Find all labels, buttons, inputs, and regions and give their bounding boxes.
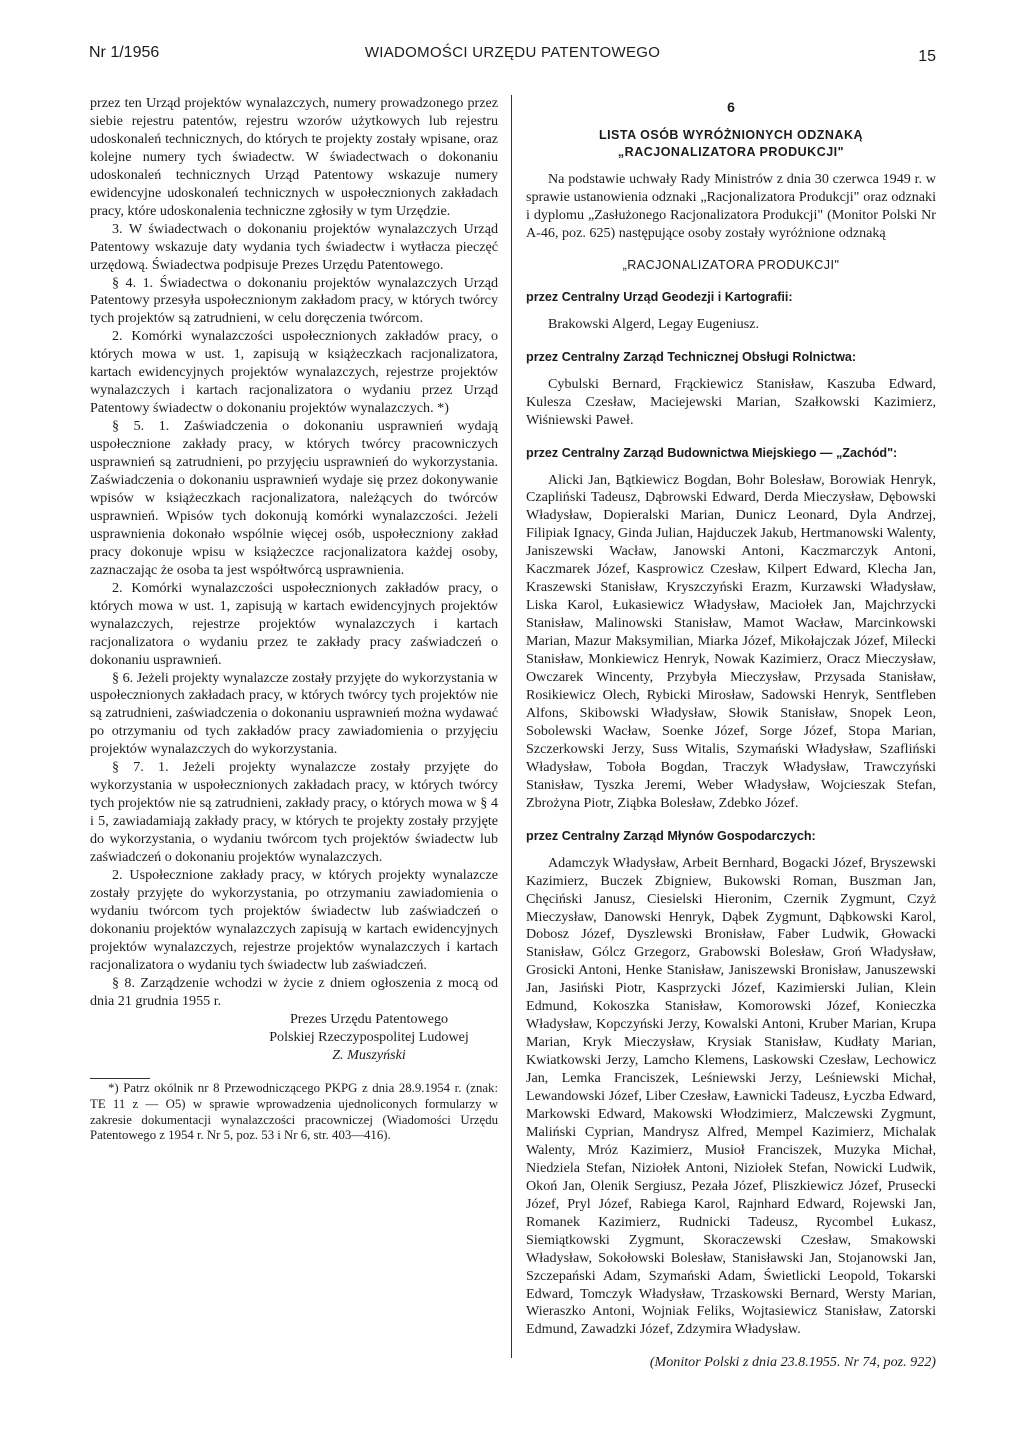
source-citation: (Monitor Polski z dnia 23.8.1955. Nr 74, poz. 922) — [649, 1354, 936, 1371]
signature-name: Z. Muszyński — [332, 1046, 406, 1063]
paragraph: 2. Komórki wynalazczości uspołecznionych zakładów pracy, o których mowa w ust. 1, zapisują w kartach ewidencyjnych projektów wynalazczych, rejestrze projektów wynalazczych i kartach racjonalizatora o wydaniu przez te zakłady pracy zaświadczeń o dokonaniu usprawnień. — [90, 579, 498, 668]
left-column — [90, 95, 498, 1144]
signature-institution: Polskiej Rzeczypospolitej Ludowej — [269, 1028, 469, 1045]
footnote: *) Patrz okólnik nr 8 Przewodniczącego PKPG z dnia 28.9.1954 r. (znak: TE 11 z — O5) w sprawie wprowadzenia ujednoliconych formularzy w zakresie dokumentacji wynalazczości pracowniczej (Wiadomości Urzędu Patentowego z 1954 r. Nr 5, poz. 53 i Nr 6, str. 403—416). — [90, 1081, 498, 1143]
names-list: Alicki Jan, Bątkiewicz Bogdan, Bohr Bolesław, Borowiak Henryk, Czapliński Tadeusz, Dąbrowski Edward, Derda Mieczysław, Dębowski Władysław, Dopieralski Marian, Dunicz Leonard, Dyla Andrzej, Filipiak Ignacy, Ginda Julian, Hajduczek Jakub, Hertmanowski Walenty, Janiszewski Wacław, Janowski Antoni, Kaczmarczyk Antoni, Kaczmarek Józef, Kasprowicz Czesław, Kilpert Edward, Klecha Jan, Kraszewski Stanisław, Kryszczyński Erazm, Kurzawski Władysław, Liska Karol, Łukasiewicz Władysław, Maciołek Jan, Majchrzycki Stanisław, Malinowski Stanisław, Mamot Wacław, Marcinkowski Marian, Mazur Maksymilian, Miarka Józef, Mikołajczak Józef, Milecki Stanisław, Monkiewicz Henryk, Nowak Kazimierz, Oracz Mieczysław, Owczarek Wincenty, Przybyła Mieczysław, Przysada Stanisław, Rosikiewicz Olech, Rybicki Mirosław, Sadowski Henryk, Sentfleben Alfons, Skibowski Władysław, Słowik Stanisław, Snopek Leon, Sobolewski Wacław, Soenke Józef, Sorge Józef, Stopa Marian, Szczerkowski Jerzy, Suss Witalis, Szymański Władysław, Szafliński Władysław, Toboła Bogdan, Traczyk Władysław, Trawczyński Stanisław, Tyszka Jeremi, Weber Władysław, Wojcieszak Stefan, Zbrożyna Piotr, Ziąbka Bolesław, Zdebko Józef. — [526, 471, 936, 811]
paragraph: przez ten Urząd projektów wynalazczych, numery prowadzonego przez siebie rejestru patentów, rejestru wzorów użytkowych lub rejestru udoskonaleń technicznych, do których te projekty zostały wpisane, oraz kolejne numery tych świadectw. W świadectwach o dokonaniu udoskonaleń technicznych Urząd Patentowy wskazuje numery ewidencyjne udoskonaleń technicznych w uspołecznionych zakładach pracy, które udoskonalenia techniczne zgłosiły w tym Urzędzie. — [90, 95, 498, 219]
issue-number: Nr 1/1956 — [89, 44, 160, 61]
right-column — [526, 95, 936, 1372]
names-list: Adamczyk Władysław, Arbeit Bernhard, Bogacki Józef, Bryszewski Kazimierz, Buczek Zbigniew, Bukowski Roman, Buszman Jan, Chęciński Janusz, Ciesielski Hieronim, Czernik Zygmunt, Czyż Mieczysław, Danowski Henryk, Dąbek Zygmunt, Dąbkowski Karol, Dobosz Józef, Dyszlewski Bronisław, Faber Ludwik, Głowacki Stanisław, Gólcz Grzegorz, Grabowski Bolesław, Groń Władysław, Grosicki Antoni, Henke Stanisław, Janiszewski Bronisław, Januszewski Jan, Jasiński Piotr, Kasprzycki Józef, Kazimierski Julian, Klein Edmund, Kokoszka Stanisław, Komorowski Józef, Konieczka Władysław, Kopczyński Jerzy, Kowalski Antoni, Kruber Marian, Krupa Marian, Kryk Mieczysław, Krysiak Stanisław, Kudłaty Marian, Kwiatkowski Jerzy, Lamcho Klemens, Laskowski Czesław, Lechowicz Jan, Lemka Franciszek, Leśniewski Jerzy, Leśniewski Michał, Lewandowski Józef, Liber Czesław, Ławnicki Tadeusz, Łyczba Edward, Markowski Edward, Makowski Włodzimierz, Malczewski Zygmunt, Maliński Cyprian, Mandrysz Alfred, Mempel Kazimierz, Michalak Walenty, Mróz Kazimierz, Musioł Franciszek, Muzyka Michał, Niedziela Stefan, Niziołek Antoni, Niziołek Stefan, Nowicki Ludwik, Okoń Jan, Olenik Sergiusz, Pezała Józef, Pliszkiewicz Józef, Prusecki Józef, Pryl Józef, Rabiega Karol, Rajnhard Edward, Rojewski Jan, Romanek Kazimierz, Rudnicki Tadeusz, Rycombel Łukasz, Siemiątkowski Zygmunt, Skoraczewski Czesław, Smakowski Władysław, Sokołowski Bolesław, Stanisławski Jan, Stojanowski Jan, Szczepański Adam, Szymański Adam, Świetlicki Leopold, Tokarski Edward, Tomczyk Władysław, Trzaskowski Bernard, Wersty Marian, Wieraszko Antoni, Wojniak Feliks, Wojtasiewicz Stanisław, Zatorski Edmund, Zawadzki Józef, Zdzymira Władysław. — [526, 854, 936, 1338]
paragraph: § 4. 1. Świadectwa o dokonaniu projektów wynalazczych Urząd Patentowy przesyła uspołecznionym zakładom pracy, w których twórcy tych projektów są zatrudnieni, w celu doręczenia twórcom. — [90, 274, 498, 327]
list-title-badge: „RACJONALIZATORA PRODUKCJI" — [617, 144, 845, 159]
paragraph: 2. Komórki wynalazczości uspołecznionych zakładów pracy, o których mowa w ust. 1, zapisują w książeczkach racjonalizatora, kartach ewidencyjnych projektów wynalazczych, rejestrze projektów wynalazczych i kartach racjonalizatora o wydaniu przez Urząd Patentowy świadectw o dokonaniu projektów wynalazczych. *) — [90, 328, 498, 417]
paragraph: § 6. Jeżeli projekty wynalazcze zostały przyjęte do wykorzystania w uspołecznionych zakładach pracy, w których twórcy tych projektów nie są zatrudnieni, zaświadczenia o dokonaniu usprawnień można wydawać po otrzymaniu od tych zakładów pracy zawiadomienia o przyjęciu projektów wynalazczych do wykorzystania. — [90, 669, 498, 758]
list-title: LISTA OSÓB WYRÓŻNIONYCH ODZNAKĄ — [598, 127, 864, 142]
paragraph: 2. Uspołecznione zakłady pracy, w których projekty wynalazcze zostały przyjęte do wykorzystania, po otrzymaniu zawiadomienia o wydaniu twórcom tych projektów świadectw lub zaświadczeń o dokonaniu projektów wynalazczych zapisują w kartach ewidencyjnych projektów wynalazczych, rejestrze projektów wynalazczych i kartach racjonalizatora o wydaniu tych świadectw lub zaświadczeń. — [90, 866, 498, 973]
signature-title: Prezes Urzędu Patentowego — [289, 1010, 449, 1027]
journal-title: WIADOMOŚCI URZĘDU PATENTOWEGO — [364, 44, 661, 61]
badge-title: „RACJONALIZATORA PRODUKCJI" — [622, 257, 840, 272]
paragraph: § 7. 1. Jeżeli projekty wynalazcze zostały przyjęte do wykorzystania w uspołecznionych zakładach pracy, w których twórcy tych projektów nie są zatrudnieni, zakłady pracy, o których mowa w § 4 i 5, zawiadamiają zakłady pracy, w których te projekty zostały przyjęte do wykorzystania, o wydaniu twórcom tych projektów świadectw lub zaświadczeń o dokonaniu projektów wynalazczych. — [90, 759, 498, 866]
page-header — [89, 44, 936, 72]
column-divider — [511, 95, 512, 1358]
paragraph: § 5. 1. Zaświadczenia o dokonaniu usprawnień wydają uspołecznione zakłady pracy, w których twórcy pracowniczych usprawnień są zatrudnieni, po przyjęciu usprawnień do wykorzystania. Zaświadczenia o dokonaniu usprawnień wydaje się przez dokonywanie wpisów w książeczkach racjonalizatora, należących do twórców usprawnień. Wpisów tych dokonują komórki wynalazczości. Jeżeli usprawnienia dokonało wspólnie więcej osób, uspołeczniony zakład pracy dokonuje wpisu w książeczce racjonalizatora każdej osoby, zaznaczając że osoba ta jest współtwórcą usprawnienia. — [90, 418, 498, 578]
names-list: Cybulski Bernard, Frąckiewicz Stanisław, Kaszuba Edward, Kulesza Czesław, Maciejewski Marian, Szałkowski Kazimierz, Wiśniewski Paweł. — [526, 375, 936, 428]
institution-heading: przez Centralny Zarząd Młynów Gospodarczych: — [526, 828, 816, 843]
page-number: 15 — [918, 48, 936, 65]
institution-heading: przez Centralny Urząd Geodezji i Kartografii: — [526, 289, 793, 304]
institution-heading: przez Centralny Zarząd Technicznej Obsługi Rolnictwa: — [526, 349, 857, 364]
paragraph: 3. W świadectwach o dokonaniu projektów wynalazczych Urząd Patentowy wskazuje daty wydania tych świadectw i wytłacza pieczęć urzędową. Świadectwa podpisuje Prezes Urzędu Patentowego. — [90, 220, 498, 273]
section-number: 6 — [727, 99, 735, 115]
paragraph: § 8. Zarządzenie wchodzi w życie z dniem ogłoszenia z mocą od dnia 21 grudnia 1955 r. — [90, 974, 498, 1009]
names-list: Brakowski Algerd, Legay Eugeniusz. — [548, 315, 759, 332]
intro-paragraph: Na podstawie uchwały Rady Ministrów z dnia 30 czerwca 1949 r. w sprawie ustanowienia odznaki „Racjonalizatora Produkcji" oraz odznaki i dyplomu „Zasłużonego Racjonalizatora Produkcji" (Monitor Polski Nr A-46, poz. 625) następujące osoby zostały wyróżnione odznaką — [526, 170, 936, 241]
footnote-rule — [90, 1078, 150, 1079]
institution-heading: przez Centralny Zarząd Budownictwa Miejskiego — „Zachód": — [526, 445, 898, 460]
